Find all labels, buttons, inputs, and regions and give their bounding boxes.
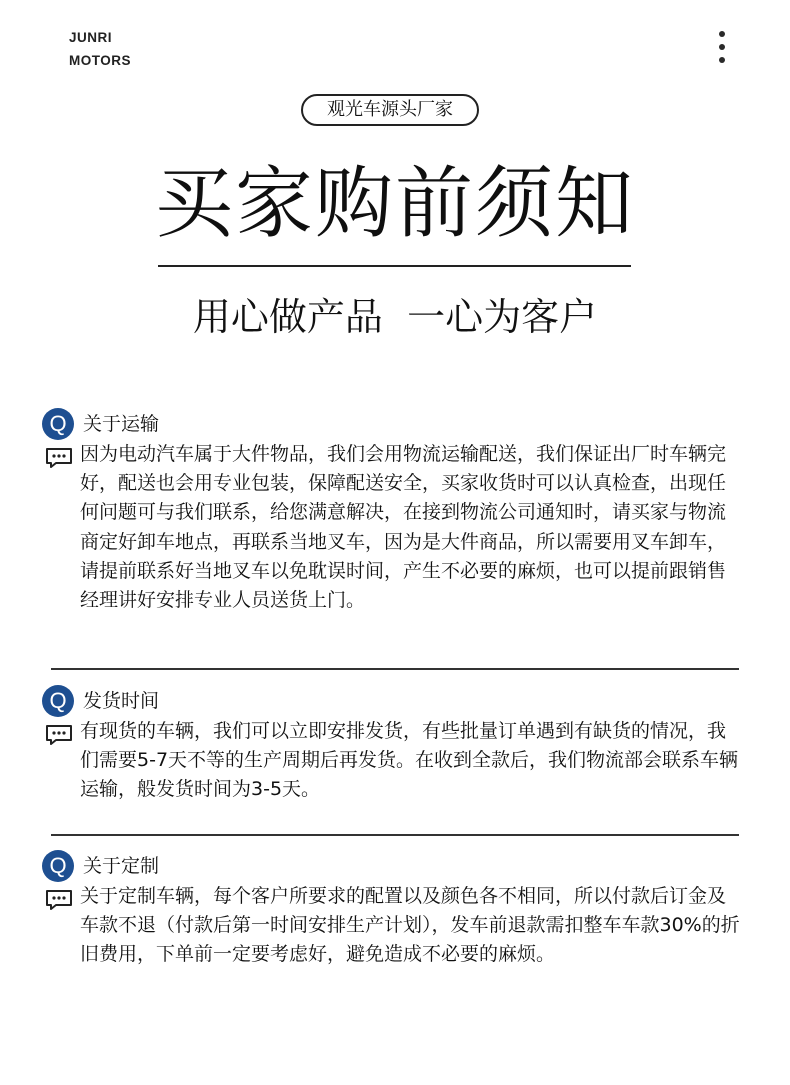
q-badge-icon: Q [42, 408, 74, 440]
answer-text: 有现货的车辆，我们可以立即安排发货，有些批量订单遇到有缺货的情况，我们需要5-7天不等的生产周期后再发货。在收到全款后，我们物流部会联系车辆运输，般发货时间为3-5天。 [80, 720, 739, 801]
vertical-dots-icon[interactable] [716, 31, 728, 67]
brand-line-2: MOTORS [69, 53, 132, 68]
section-divider [51, 834, 739, 836]
question-label: 关于定制 [83, 855, 160, 877]
chat-bubble-icon [45, 447, 73, 469]
section-divider [51, 668, 739, 670]
chat-bubble-icon [45, 724, 73, 746]
brand-logo [69, 26, 131, 72]
slogan: 用心做产品 一心为客户 [192, 295, 598, 339]
brand-line-1: JUNRI [69, 30, 113, 45]
page-title: 买家购前须知 [154, 159, 635, 249]
answer-text: 关于定制车辆，每个客户所要求的配置以及颜色各不相同，所以付款后订金及车款不退（付款后第一时间安排生产计划），发车前退款需扣整车车款30%的折旧费用，下单前一定要考虑好，避免造成不必要的麻烦。 [80, 885, 740, 966]
tag-pill: 观光车源头厂家 [301, 94, 479, 126]
chat-bubble-icon [45, 889, 73, 911]
q-badge-icon: Q [42, 685, 74, 717]
q-badge-icon: Q [42, 850, 74, 882]
title-underline [158, 265, 631, 267]
answer-text: 因为电动汽车属于大件物品，我们会用物流运输配送，我们保证出厂时车辆完好，配送也会用专业包装，保障配送安全，买家收货时可以认真检查，出现任何问题可与我们联系，给您满意解决，在接到物流公司通知时，请买家与物流商定好卸车地点，再联系当地叉车，因为是大件商品，所以需要用叉车卸车，请提前联系好当地叉车以免耽误时间，产生不必要的麻烦，也可以提前跟销售经理讲好安排专业人员送货上门。 [80, 443, 727, 612]
question-label: 关于运输 [83, 413, 160, 435]
question-label: 发货时间 [83, 690, 160, 712]
